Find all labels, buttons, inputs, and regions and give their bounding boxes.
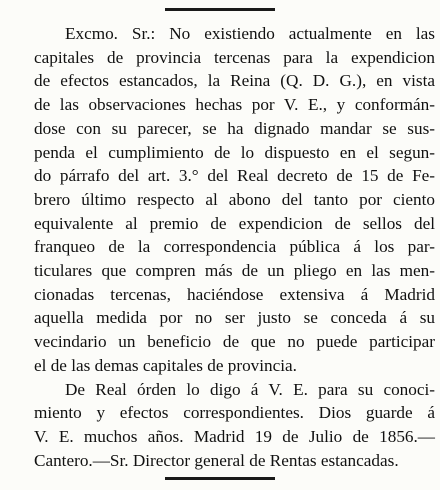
text-line: V. E. muchos años. Madrid 19 de Julio de 1856.— — [34, 426, 435, 446]
bottom-rule — [165, 477, 275, 480]
top-rule — [165, 8, 275, 11]
text-line: vecindario un beneficio de que no puede participar — [34, 332, 435, 352]
text-line: el de las demas capitales de provincia. — [34, 355, 297, 375]
text-line: franqueo de la correspondencia pública á los par- — [34, 237, 435, 257]
text-line: de efectos estancados, la Reina (Q. D. G.), en vista — [34, 71, 435, 91]
text-line: Excmo. Sr.: No existiendo actualmente en las — [65, 24, 435, 43]
text-line: de las observaciones hechas por V. E., y conformán- — [34, 95, 435, 115]
paragraph-1 — [3, 22, 435, 378]
text-line: cionadas tercenas, haciéndose extensiva á Madrid — [34, 284, 435, 304]
text-line: miento y efectos correspondientes. Dios guarde á — [34, 403, 435, 423]
text-line: penda el cumplimiento de lo dispuesto en el segun- — [34, 142, 435, 162]
text-line: capitales de provincia tercenas para la expendicion — [34, 47, 435, 67]
text-line: De Real órden lo digo á V. E. para su conoci- — [65, 379, 435, 399]
text-line: brero último respecto al abono del tanto por ciento — [34, 189, 435, 209]
text-line: dose con su parecer, se ha dignado mandar se sus- — [34, 118, 435, 138]
text-line: equivalente al premio de expendicion de sellos del — [34, 213, 435, 233]
text-line: do párrafo del art. 3.° del Real decreto de 15 de Fe- — [34, 166, 435, 186]
document-body — [3, 22, 435, 472]
text-line: Cantero.—Sr. Director general de Rentas estancadas. — [34, 450, 399, 470]
text-line: aquella medida por no ser justo se conceda á su — [34, 308, 435, 328]
paragraph-2 — [3, 378, 435, 473]
text-line: ticulares que compren más de un pliego en las men- — [34, 261, 435, 281]
